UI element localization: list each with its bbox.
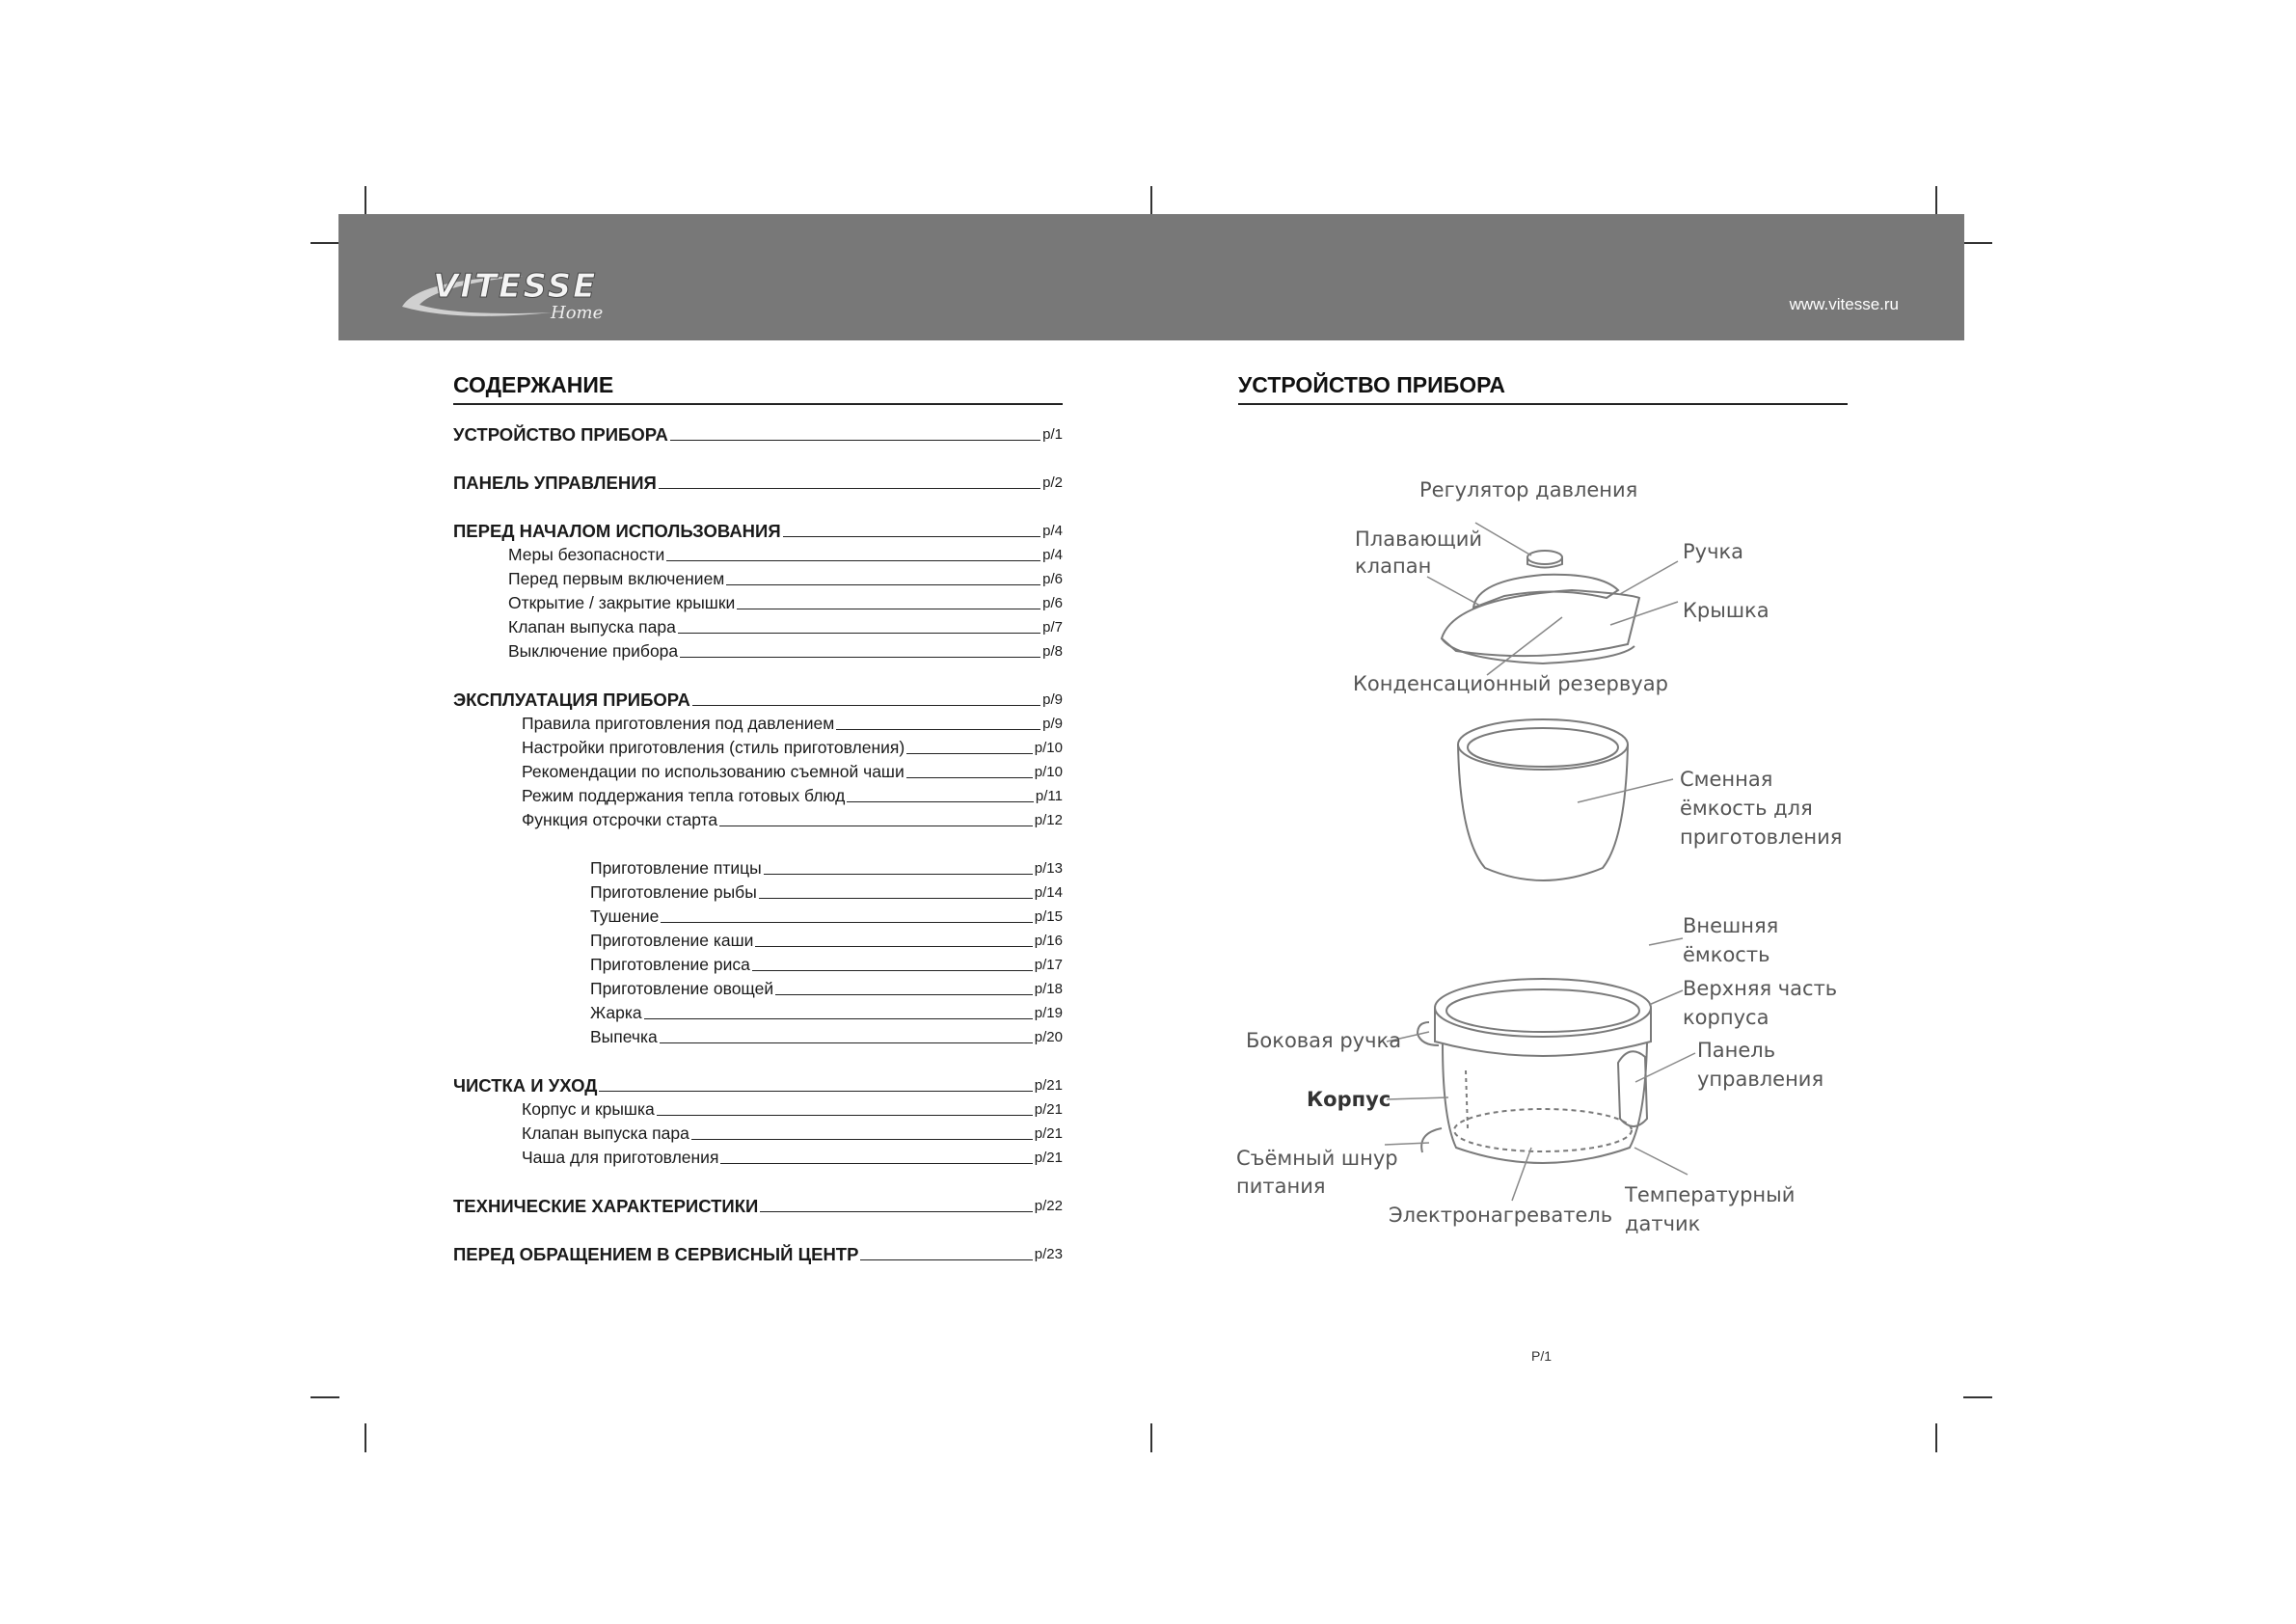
label-control-panel-2: управления [1697, 1068, 1824, 1091]
toc-leader-line [657, 1115, 1033, 1116]
toc-entry-label: УСТРОЙСТВО ПРИБОРА [453, 424, 668, 445]
toc-entry-page: p/16 [1034, 933, 1063, 949]
label-control-panel: Панель [1697, 1039, 1776, 1062]
toc-leader-line [906, 753, 1033, 754]
toc-entry-page: p/23 [1034, 1246, 1063, 1262]
toc-subentry[interactable] [453, 612, 1063, 636]
toc-entry-page: p/4 [1042, 523, 1063, 539]
vitesse-logo [398, 262, 639, 322]
toc-entry-page: p/8 [1042, 643, 1063, 660]
label-handle: Ручка [1683, 540, 1744, 563]
label-power-cord: Съёмный шнур [1236, 1147, 1398, 1170]
label-lid: Крышка [1683, 599, 1769, 622]
toc-leader-line [760, 1211, 1033, 1212]
toc-entry-label: Корпус и крышка [522, 1099, 655, 1119]
label-heater: Электронагреватель [1389, 1204, 1613, 1227]
toc-leader-line [860, 1259, 1032, 1260]
toc-leader-line [755, 946, 1032, 947]
toc-entry-label: Открытие / закрытие крышки [508, 593, 736, 612]
toc-entry-page: p/20 [1034, 1029, 1063, 1045]
toc-entry-page: p/22 [1034, 1198, 1063, 1214]
toc-subentry[interactable] [453, 1143, 1063, 1167]
toc-entry-page: p/7 [1042, 619, 1063, 636]
toc-leader-line [661, 922, 1032, 923]
label-side-handle: Боковая ручка [1246, 1029, 1402, 1052]
toc-entry-label: Правила приготовления под давлением [522, 714, 835, 733]
toc-subentry[interactable] [453, 853, 1063, 878]
page-number: P/1 [1531, 1348, 1553, 1364]
toc-leader-line [726, 584, 1040, 585]
toc-subentry[interactable] [453, 781, 1063, 805]
crop-mark [1963, 1396, 1992, 1398]
lid-illustration [1442, 551, 1639, 663]
toc-subentry[interactable] [453, 1119, 1063, 1143]
pressure-cooker-diagram [1225, 453, 1861, 1283]
toc-entry-page: p/21 [1034, 1150, 1063, 1166]
toc-leader-line [680, 657, 1040, 658]
logo-sub-text: Home [551, 303, 604, 322]
toc-entry-label: ПЕРЕД ОБРАЩЕНИЕМ В СЕРВИСНЫЙ ЦЕНТР [453, 1244, 859, 1264]
label-power-cord-2: питания [1236, 1175, 1326, 1198]
toc-subentry[interactable] [453, 540, 1063, 564]
label-float-valve-2: клапан [1355, 555, 1432, 578]
toc-section-entry[interactable] [453, 468, 1063, 492]
label-float-valve: Плавающий [1355, 528, 1483, 551]
toc-entry-label: ЭКСПЛУАТАЦИЯ ПРИБОРА [453, 690, 690, 710]
toc-entry-page: p/14 [1034, 884, 1063, 901]
toc-leader-line [599, 1091, 1032, 1092]
toc-leader-line [752, 970, 1033, 971]
toc-subentry[interactable] [453, 588, 1063, 612]
toc-leader-line [670, 440, 1040, 441]
device-title-rule [1238, 403, 1848, 405]
toc-entry-page: p/11 [1035, 788, 1063, 804]
toc-entry-page: p/21 [1034, 1125, 1063, 1142]
label-temperature-sensor-2: датчик [1625, 1212, 1701, 1235]
toc-subentry[interactable] [453, 902, 1063, 926]
toc-entry-page: p/2 [1042, 474, 1063, 491]
toc-entry-label: Приготовление каши [590, 931, 754, 950]
crop-mark [1935, 1423, 1937, 1452]
toc-entry-label: Рекомендации по использованию съемной чаши [522, 762, 905, 781]
toc-section-entry[interactable] [453, 516, 1063, 540]
label-pressure-regulator: Регулятор давления [1419, 478, 1638, 501]
toc-subentry[interactable] [453, 950, 1063, 974]
toc-entry-page: p/9 [1042, 716, 1063, 732]
toc-entry-label: Приготовление овощей [590, 979, 774, 998]
toc-leader-line [836, 729, 1040, 730]
logo-brand-text: VITESSE [433, 267, 598, 306]
toc-entry-label: Функция отсрочки старта [522, 810, 718, 829]
toc-entry-page: p/6 [1042, 595, 1063, 611]
header-banner [338, 214, 1964, 340]
label-upper-body: Верхняя часть [1683, 977, 1838, 1000]
toc-entry-page: p/9 [1042, 691, 1063, 708]
crop-mark [311, 242, 339, 244]
toc-entry-page: p/10 [1034, 740, 1063, 756]
toc-entry-label: Меры безопасности [508, 545, 665, 564]
toc-entry-label: Приготовление рыбы [590, 882, 757, 902]
toc-entry-label: Настройки приготовления (стиль приготовления) [522, 738, 905, 757]
toc-subentry[interactable] [453, 636, 1063, 661]
toc-entry-label: Жарка [590, 1003, 642, 1022]
device-title: УСТРОЙСТВО ПРИБОРА [1238, 372, 1506, 397]
toc-leader-line [659, 488, 1040, 489]
toc-entry-page: p/12 [1034, 812, 1063, 828]
crop-mark [1963, 242, 1992, 244]
crop-mark [311, 1396, 339, 1398]
crop-mark [1935, 186, 1937, 215]
toc-section-entry[interactable] [453, 1239, 1063, 1263]
toc-entry-label: ТЕХНИЧЕСКИЕ ХАРАКТЕРИСТИКИ [453, 1196, 759, 1216]
toc-subentry[interactable] [453, 1022, 1063, 1046]
toc-leader-line [764, 874, 1033, 875]
toc-entry-label: Выключение прибора [508, 641, 679, 661]
label-outer-pot: Внешняя [1683, 914, 1779, 937]
body-illustration [1418, 979, 1651, 1163]
website-url: www.vitesse.ru [1789, 295, 1899, 313]
toc-entry-label: Приготовление птицы [590, 858, 762, 878]
toc-subentry[interactable] [453, 564, 1063, 588]
toc-leader-line [906, 777, 1033, 778]
label-upper-body-2: корпуса [1683, 1006, 1769, 1029]
crop-mark [365, 1423, 366, 1452]
contents-title: СОДЕРЖАНИЕ [453, 372, 614, 397]
toc-entry-label: Чаша для приготовления [522, 1148, 719, 1167]
toc-leader-line [666, 560, 1040, 561]
toc-leader-line [660, 1042, 1033, 1043]
toc-entry-page: p/13 [1034, 860, 1063, 877]
toc-entry-page: p/21 [1034, 1101, 1063, 1118]
toc-leader-line [691, 1139, 1033, 1140]
label-inner-pot: Сменная [1680, 768, 1773, 791]
label-condensate-reservoir: Конденсационный резервуар [1353, 672, 1668, 695]
crop-mark [1150, 1423, 1152, 1452]
leader-lines [1385, 523, 1695, 1201]
label-body: Корпус [1307, 1088, 1391, 1111]
toc-section-entry[interactable] [453, 420, 1063, 444]
toc-section-entry[interactable] [453, 1191, 1063, 1215]
toc-leader-line [783, 536, 1041, 537]
toc-entry-page: p/18 [1034, 981, 1063, 997]
toc-leader-line [759, 898, 1033, 899]
toc-entry-label: Клапан выпуска пара [522, 1123, 689, 1143]
toc-subentry[interactable] [453, 709, 1063, 733]
crop-mark [1150, 186, 1152, 215]
toc-entry-label: Тушение [590, 907, 660, 926]
toc-entry-label: Выпечка [590, 1027, 658, 1046]
toc-section-entry[interactable] [453, 1070, 1063, 1095]
toc-subentry[interactable] [453, 757, 1063, 781]
toc-entry-page: p/15 [1034, 908, 1063, 925]
label-outer-pot-2: ёмкость [1683, 943, 1770, 966]
toc-entry-page: p/19 [1034, 1005, 1063, 1021]
toc-subentry[interactable] [453, 998, 1063, 1022]
toc-subentry[interactable] [453, 1095, 1063, 1119]
toc-entry-label: ЧИСТКА И УХОД [453, 1075, 598, 1096]
toc-entry-label: ПЕРЕД НАЧАЛОМ ИСПОЛЬЗОВАНИЯ [453, 521, 781, 541]
toc-entry-label: Режим поддержания тепла готовых блюд [522, 786, 846, 805]
toc-entry-label: Перед первым включением [508, 569, 725, 588]
toc-entry-label: ПАНЕЛЬ УПРАВЛЕНИЯ [453, 473, 657, 493]
toc-entry-label: Клапан выпуска пара [508, 617, 676, 636]
table-of-contents [453, 420, 1063, 1263]
label-temperature-sensor: Температурный [1625, 1183, 1796, 1206]
toc-leader-line [678, 633, 1040, 634]
toc-entry-page: p/1 [1042, 426, 1063, 443]
label-inner-pot-3: приготовления [1680, 826, 1843, 849]
contents-title-rule [453, 403, 1063, 405]
toc-subentry[interactable] [453, 974, 1063, 998]
toc-leader-line [847, 801, 1034, 802]
toc-entry-page: p/17 [1034, 957, 1063, 973]
toc-subentry[interactable] [453, 926, 1063, 950]
toc-leader-line [692, 705, 1040, 706]
toc-leader-line [775, 994, 1033, 995]
toc-leader-line [644, 1018, 1033, 1019]
toc-subentry[interactable] [453, 805, 1063, 829]
toc-entry-page: p/10 [1034, 764, 1063, 780]
toc-subentry[interactable] [453, 878, 1063, 902]
toc-entry-label: Приготовление риса [590, 955, 750, 974]
inner-pot-illustration [1458, 719, 1628, 880]
toc-subentry[interactable] [453, 733, 1063, 757]
toc-entry-page: p/4 [1042, 547, 1063, 563]
crop-mark [365, 186, 366, 215]
label-inner-pot-2: ёмкость для [1680, 797, 1813, 820]
toc-leader-line [720, 1163, 1032, 1164]
toc-entry-page: p/21 [1034, 1077, 1063, 1094]
toc-section-entry[interactable] [453, 685, 1063, 709]
toc-entry-page: p/6 [1042, 571, 1063, 587]
